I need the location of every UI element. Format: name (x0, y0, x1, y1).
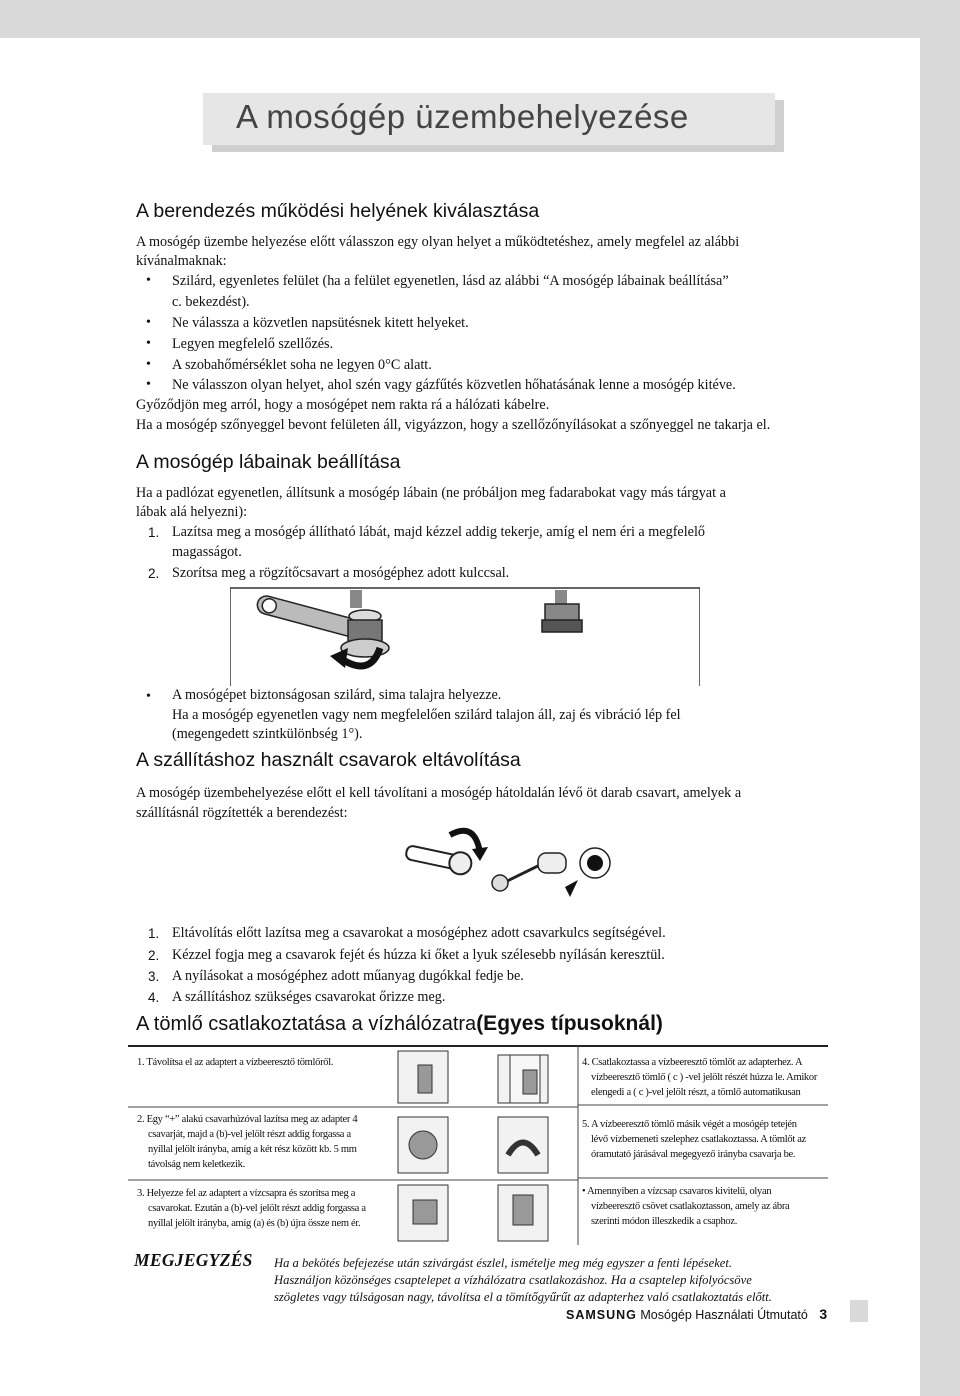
bullet-item-continuation: c. bekezdést). (172, 294, 250, 310)
hose-tip-line: • Amennyiben a vízcsap csavaros kivitelű, olyan (582, 1186, 772, 1197)
bullet-dot: • (146, 273, 151, 288)
hose-step-5-line: lévő vízbemeneti szelephez csatlakoztassa. A tömlőt az (591, 1134, 807, 1145)
hose-step-5-line: 5. A vízbeeresztő tömlő másik végét a mosógép tetején (582, 1119, 797, 1130)
step-number: 1. (148, 525, 160, 540)
hose-step-2-line: távolság nem keletkezik. (148, 1159, 245, 1170)
section1-note2: Ha a mosógép szőnyeggel bevont felületen áll, vigyázzon, hogy a szellőzőnyílásokat a szőnyeggel ne takarja el. (136, 417, 771, 433)
bullet-dot: • (146, 357, 151, 372)
section3-intro-line2: szállításnál rögzítették a berendezést: (136, 805, 348, 821)
step-text: A nyílásokat a mosógéphez adott műanyag dugókkal fedje be. (172, 968, 524, 984)
step-number: 2. (148, 948, 160, 963)
bullet-dot: • (146, 336, 151, 351)
step-number: 1. (148, 926, 160, 941)
bullet-dot: • (146, 689, 151, 704)
hose-step-3-line: 3. Helyezze fel az adaptert a vízcsapra és szorítsa meg a (137, 1188, 356, 1199)
bolt-removal-illustration (400, 825, 625, 910)
section2-intro-line2: lábak alá helyezni): (136, 504, 248, 520)
bullet-item: Szilárd, egyenletes felület (ha a felület egyenetlen, lásd az alábbi “A mosógép lábainak beállítása” (172, 273, 729, 289)
right-edge-band (920, 0, 960, 1396)
section-heading-feet: A mosógép lábainak beállítása (136, 451, 401, 473)
page-number: 3 (819, 1306, 828, 1322)
hose-step-3-line: nyíllal jelölt irányba, amíg (a) és (b) újra össze nem ér. (148, 1218, 361, 1229)
section2-intro-line1: Ha a padlózat egyenetlen, állítsunk a mosógép lábain (ne próbáljon meg fadarabokat vagy más tárgyat a (136, 485, 726, 501)
note-line: Ha a bekötés befejezése után szivárgást észlel, ismételje meg még egyszer a fenti lépéseket. (274, 1256, 733, 1270)
hose-step-4-line: 4. Csatlakoztassa a vízbeeresztő tömlőt az adapterhez. A (582, 1057, 803, 1068)
hose-tip-line: szerinti módon illeszkedik a csaphoz. (591, 1216, 738, 1227)
step-text: A szállításhoz szükséges csavarokat őrizze meg. (172, 989, 446, 1005)
note-line: szögletes vagy túlságosan nagy, távolítsa el a tömítőgyűrűt az adapterhez való csatlakoztatás előtt. (274, 1290, 772, 1304)
step-number: 4. (148, 990, 160, 1005)
footer-brand: SAMSUNG (566, 1308, 637, 1322)
hose-step-3-line: csavarokat. Ezután a (b)-vel jelölt részt addig forgassa a (148, 1203, 366, 1214)
hose-step-4-line: elengedi a ( c )-vel jelölt részt, a tömlő automatikusan (591, 1087, 801, 1098)
note-line: Használjon közönséges csaptelepet a vízhálózatra csatlakozáshoz. Ha a csaptelep kifolyócsöve (274, 1273, 752, 1287)
step-text: Kézzel fogja meg a csavarok fejét és húzza ki őket a lyuk szélesebb nyílásán keresztül. (172, 947, 665, 963)
step-text-continuation: magasságot. (172, 544, 242, 560)
after-line2: Ha a mosógép egyenetlen vagy nem megfelelően szilárd talajon áll, zaj és vibráció lép fel (172, 707, 681, 723)
step-number: 2. (148, 566, 160, 581)
page-number-box (850, 1300, 868, 1322)
section-heading-transport-bolts: A szállításhoz használt csavarok eltávolítása (136, 749, 521, 771)
bullet-dot: • (146, 377, 151, 392)
step-text: Szorítsa meg a rögzítőcsavart a mosógéphez adott kulccsal. (172, 565, 510, 581)
top-edge-band (0, 0, 960, 38)
hose-heading-suffix: (Egyes típusoknál) (476, 1012, 663, 1035)
hose-step-2-line: csavarját, majd a (b)-vel jelölt részt addig forgassa a (148, 1129, 351, 1140)
page-title: A mosógép üzembehelyezése (236, 98, 689, 135)
hose-step-4-line: vízbeeresztő tömlő ( c ) -vel jelölt részét húzza le. Amikor (591, 1072, 818, 1083)
hose-step-5-line: óramutató járásával megegyező irányba csavarja be. (591, 1149, 796, 1160)
step-text: Eltávolítás előtt lazítsa meg a csavarokat a mosógéphez adott csavarkulcs segítségével. (172, 925, 666, 941)
bullet-item: A szobahőmérséklet soha ne legyen 0°C alatt. (172, 357, 432, 373)
section3-intro-line1: A mosógép üzembehelyezése előtt el kell távolítani a mosógép hátoldalán lévő öt darab csavart, amelyek a (136, 785, 742, 801)
hose-heading-main: A tömlő csatlakoztatása a vízhálózatra (136, 1013, 477, 1035)
after-bullet-line1: A mosógépet biztonságosan szilárd, sima talajra helyezze. (172, 687, 502, 703)
section1-note1: Győződjön meg arról, hogy a mosógépet nem rakta rá a hálózati kábelre. (136, 397, 550, 413)
hose-step-2-line: 2. Egy “+” alakú csavarhúzóval lazítsa meg az adapter 4 (137, 1114, 358, 1125)
bullet-item: Ne válassza a közvetlen napsütésnek kitett helyeket. (172, 315, 469, 331)
section1-intro-line1: A mosógép üzembe helyezése előtt válasszon egy olyan helyet a működtetéshez, amely megfelel az alábbi (136, 234, 740, 250)
hose-step-2-line: nyíllal jelölt irányba, amíg a két rész között kb. 5 mm (148, 1144, 357, 1155)
step-number: 3. (148, 969, 160, 984)
note-label: MEGJEGYZÉS (134, 1250, 253, 1270)
bullet-item: Legyen megfelelő szellőzés. (172, 336, 334, 352)
hose-step-1: 1. Távolítsa el az adaptert a vízbeeresztő tömlőről. (137, 1057, 334, 1068)
hose-tip-line: vízbeeresztő csövet csatlakoztasson, amely az ábra (591, 1201, 790, 1212)
bullet-item: Ne válasszon olyan helyet, ahol szén vagy gázfűtés közvetlen hőhatásának lenne a mosógép kitéve. (172, 377, 736, 393)
section-heading-location: A berendezés működési helyének kiválasztása (136, 200, 540, 222)
footer-text: Mosógép Használati Útmutató (640, 1308, 808, 1322)
step-text: Lazítsa meg a mosógép állítható lábát, majd kézzel addig tekerje, amíg el nem éri a megfelelő (172, 524, 705, 540)
section-heading-hose (136, 1012, 663, 1036)
bullet-dot: • (146, 315, 151, 330)
footer (566, 1306, 827, 1322)
section1-intro-line2: kívánalmaknak: (136, 253, 227, 269)
feet-adjustment-illustration (230, 586, 700, 686)
after-line3: (megengedett szintkülönbség 1°). (172, 726, 363, 742)
